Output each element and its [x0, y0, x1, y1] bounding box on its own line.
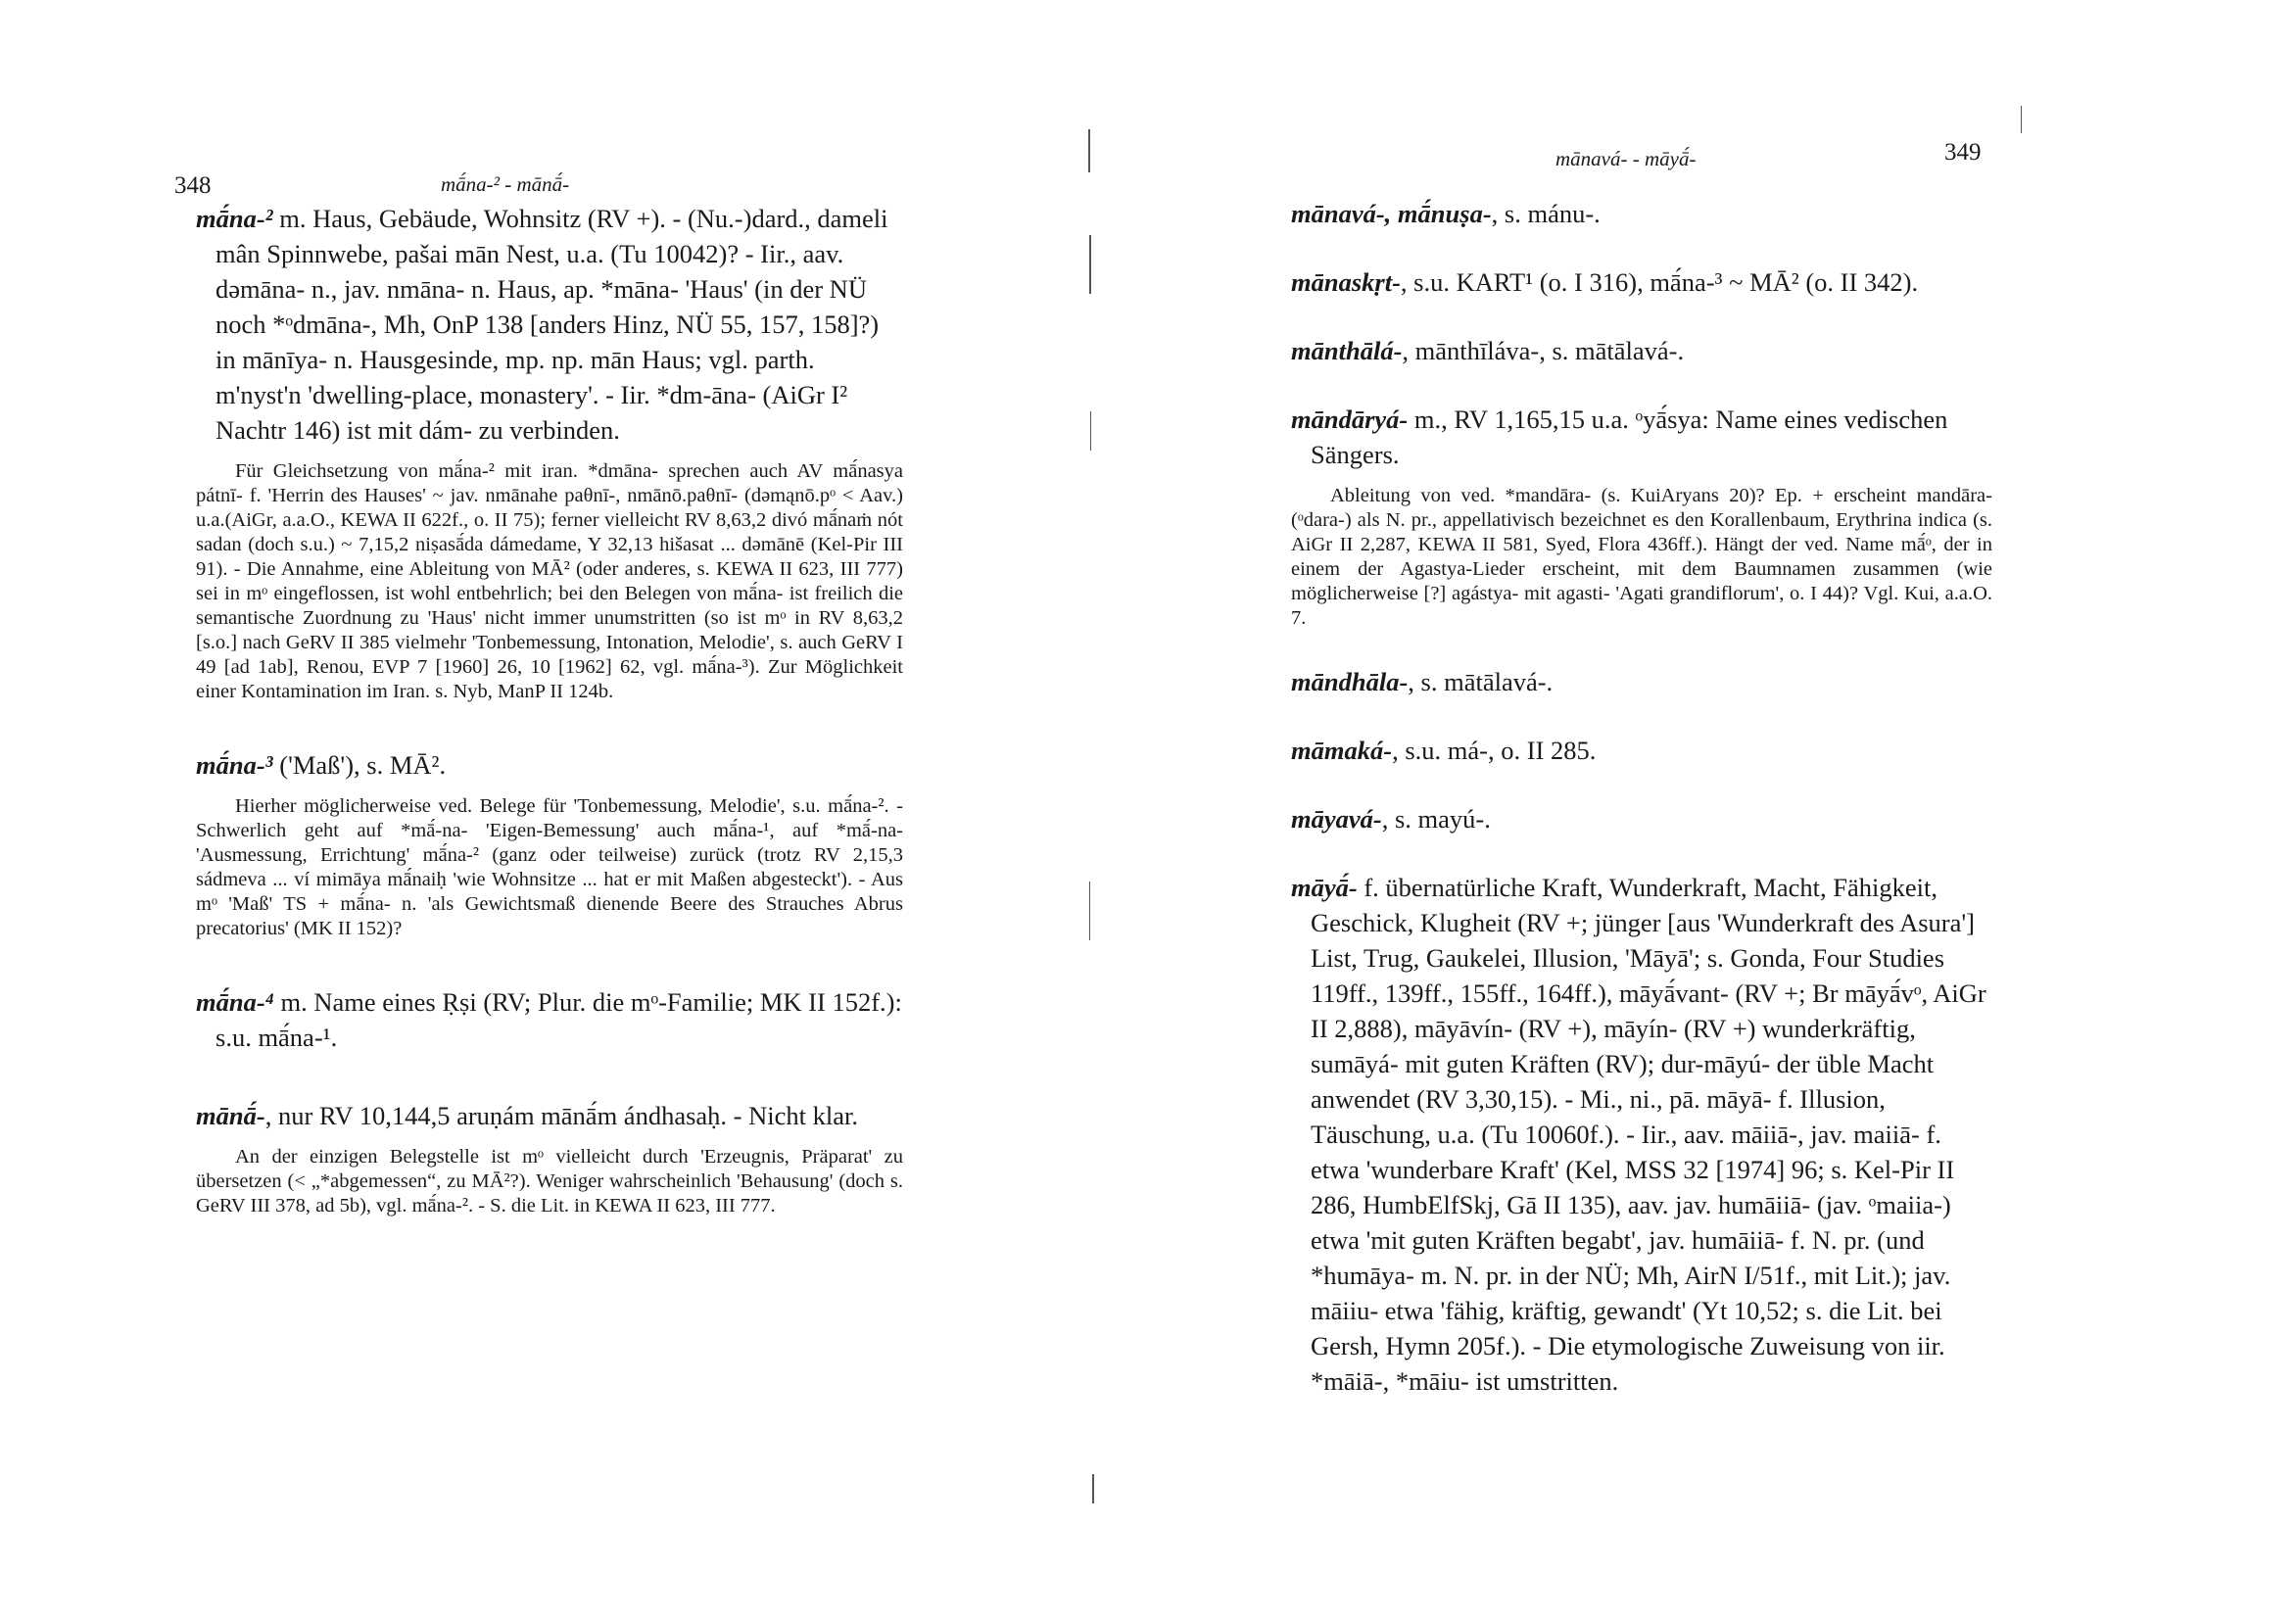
entry-note: Für Gleichsetzung von mā́na-² mit iran. *dmāna- sprechen auch AV mā́nasya pátnī- f. 'Herrin des Hauses' ~ jav. nmānahe paθnī-, nmānō.paθnī- (dəmąnō.pᵒ < Aav.) u.a.(AiGr, a.a.O., KEWA II 622f., o. II 75); ferner vielleicht RV 8,63,2 divó mā́naṁ nót sadan (doch s.u.) ~ 7,15,2 niṣasā́da dámedame, Y 32,13 hišasat ... dəmānē (Kel-Pir III 91). - Die Annahme, eine Ableitung von MĀ² (oder anderes, s. KEWA II 623, III 777) sei in mᵒ eingeflossen, ist wohl entbehrlich; bei den Belegen von mā́na- ist freilich die semantische Zuordnung zu 'Haus' nicht immer unumstritten (so ist mᵒ in RV 8,63,2 [s.o.] nach GeRV II 385 vielmehr 'Tonbemessung, Intonation, Melodie', s. auch GeRV I 49 [ad 1ab], Renou, EVP 7 [1960] 26, 10 [1962] 62, vgl. mā́na-³). Zur Möglichkeit einer Kontamination im Iran. s. Nyb, ManP II 124b.	[196, 460, 903, 702]
entry-main-text	[1291, 402, 1992, 472]
page-number: 348	[174, 172, 212, 199]
entry-note: An der einzigen Belegstelle ist mᵒ vielleicht durch 'Erzeugnis, Präparat' zu übersetzen (< „*abgemessen“, zu MĀ²?). Weniger wahrscheinlich 'Behausung' (doch s. GeRV III 378, ad 5b), vgl. mā́na-². - S. die Lit. in KEWA II 623, III 777.	[196, 1146, 903, 1216]
dictionary-entry	[1291, 264, 1992, 300]
entry-gap	[1291, 231, 1992, 264]
entry-definition: m., RV 1,165,15 u.a. ᵒyā́sya: Name eines vedischen Sängers.	[1311, 405, 1948, 469]
entry-gap	[196, 1055, 903, 1098]
dictionary-entry	[1291, 664, 1992, 699]
entry-definition: , s. mātālavá-.	[1408, 667, 1554, 696]
entry-definition: m. Haus, Gebäude, Wohnsitz (RV +). - (Nu.-)dard., dameli mân Spinnwebe, pašai mān Nest, u.a. (Tu 10042)? - Iir., aav. dəmāna- n., jav. nmāna- n. Haus, ap. *māna- 'Haus' (in der NÜ noch *ᵒdmāna-, Mh, OnP 138 [anders Hinz, NÜ 55, 157, 158]?) in mānīya- n. Hausgesinde, mp. np. mān Haus; vgl. parth. m'nyst'n 'dwelling-place, monastery'. - Iir. *dm-āna- (AiGr I² Nachtr 146) ist mit dám- zu verbinden.	[215, 204, 888, 445]
headword: māndāryá-	[1291, 405, 1409, 434]
headword: māmaká-	[1291, 736, 1393, 765]
entry-main-text	[1291, 196, 1992, 231]
entry-gap	[1291, 368, 1992, 402]
headword: māyavá-	[1291, 804, 1382, 834]
entry-note: Hierher möglicherweise ved. Belege für 'Tonbemessung, Melodie', s.u. mā́na-². - Schwerlich geht auf *mā́-na- 'Eigen-Bemessung' auch mā́na-¹, auf *mā́-na- 'Ausmessung, Errichtung' mā́na-² (ganz oder teilweise) zurück (trotz RV 2,15,3 sádmeva ... ví mimāya mā́naiḥ 'wie Wohnsitze ... hat er mit Maßen abgesteckt'). - Aus mᵒ 'Maß' TS + mā́na- n. 'als Gewichtsmaß dienende Beere des Strauches Abrus precatorius' (MK II 152)?	[196, 795, 903, 939]
entry-main-text	[196, 984, 903, 1055]
entry-main-text	[1291, 870, 1992, 1399]
entry-definition: , s.u. KART¹ (o. I 316), mā́na-³ ~ MĀ² (o. II 342).	[1400, 267, 1919, 297]
headword: mā́na-⁴	[196, 987, 274, 1017]
dictionary-entry	[1291, 196, 1992, 231]
entry-main-text	[1291, 801, 1992, 836]
entry-definition: , mānthīláva-, s. mātālavá-.	[1402, 336, 1685, 365]
entry-definition: , s. mánu-.	[1491, 199, 1601, 228]
headword: māyā́-	[1291, 873, 1358, 902]
entry-definition: , s.u. má-, o. II 285.	[1392, 736, 1597, 765]
entry-gap	[1291, 300, 1992, 333]
dictionary-entry	[1291, 870, 1992, 1399]
entry-gap	[1291, 631, 1992, 664]
headword: mānā́-	[196, 1101, 265, 1130]
entry-gap	[1291, 768, 1992, 801]
entry-note: Ableitung von ved. *mandāra- (s. KuiAryans 20)? Ep. + erscheint mandāra- (ᵒdara-) als N. pr., appellativisch bezeichnet es den Korallenbaum, Erythrina indica (s. AiGr II 2,287, KEWA II 581, Syed, Flora 436ff.). Hängt der ved. Name mā́ᵒ, der in einem der Agastya-Lieder erscheint, mit dem Baumnamen zusammen (wie möglicherweise [?] agástya- mit agasti- 'Agati grandiflorum', o. I 44)? Vgl. Kui, a.a.O. 7.	[1291, 485, 1992, 629]
entry-definition: m. Name eines Ṛṣi (RV; Plur. die mᵒ-Familie; MK II 152f.): s.u. mā́na-¹.	[215, 987, 902, 1052]
headword: mānthālá-	[1291, 336, 1403, 365]
running-head: mānavá- - māyā́-	[1555, 147, 1697, 170]
dictionary-entry	[1291, 333, 1992, 368]
headword: mā́na-³	[196, 750, 273, 780]
headword: māndhāla-	[1291, 667, 1409, 696]
entry-definition: ('Maß'), s. MĀ².	[272, 750, 447, 780]
entry-main-text	[1291, 264, 1992, 300]
entry-definition: , s. mayú-.	[1381, 804, 1491, 834]
right-entries	[1291, 196, 1992, 1399]
dictionary-entry	[1291, 801, 1992, 836]
entry-gap	[1291, 699, 1992, 733]
entry-main-text	[196, 201, 903, 448]
entry-main-text	[1291, 664, 1992, 699]
dictionary-entry	[196, 201, 903, 704]
entry-main-text	[1291, 333, 1992, 368]
headword: mānavá-, mā́nuṣa-	[1291, 199, 1492, 228]
dictionary-entry	[196, 747, 903, 941]
entry-main-text	[196, 747, 903, 783]
entry-definition: , nur RV 10,144,5 aruṇám mānā́m ándhasaḥ. - Nicht klar.	[264, 1101, 858, 1130]
left-entries	[196, 201, 903, 1218]
entry-gap	[196, 704, 903, 747]
dictionary-entry	[196, 1098, 903, 1218]
running-head: mā́na-² - mānā́-	[441, 172, 570, 196]
headword: mā́na-²	[196, 204, 273, 233]
headword: mānaskṛt-	[1291, 267, 1401, 297]
dictionary-entry	[196, 984, 903, 1055]
entry-gap	[196, 941, 903, 984]
dictionary-entry	[1291, 733, 1992, 768]
page-number: 349	[1944, 139, 1982, 166]
entry-gap	[1291, 836, 1992, 870]
entry-main-text	[1291, 733, 1992, 768]
entry-definition: f. übernatürliche Kraft, Wunderkraft, Macht, Fähigkeit, Geschick, Klugheit (RV +; jünger [aus 'Wunderkraft des Asura'] List, Trug, Gaukelei, Illusion, 'Māyā'; s. Gonda, Four Studies 119ff., 139ff., 155ff., 164ff.), māyā́vant- (RV +; Br māyā́vᵒ, AiGr II 2,888), māyāvín- (RV +), māyín- (RV +) wunderkräftig, sumāyá- mit guten Kräften (RV); dur-māyú- der üble Macht anwendet (RV 3,30,15). - Mi., ni., pā. māyā- f. Illusion, Täuschung, u.a. (Tu 10060f.). - Iir., aav. māiiā-, jav. maiiā- f. etwa 'wunderbare Kraft' (Kel, MSS 32 [1974] 96; s. Kel-Pir II 286, HumbElfSkj, Gā II 135), aav. jav. humāiiā- (jav. ᵒmaiia-) etwa 'mit guten Kräften begabt', jav. humāiiā- f. N. pr. (und *humāya- m. N. pr. in der NÜ; Mh, AirN I/51f., mit Lit.); jav. māiiu- etwa 'fähig, kräftig, gewandt' (Yt 10,52; s. die Lit. bei Gersh, Hymn 205f.). - Die etymologische Zuweisung von iir. *māiā-, *māiu- ist umstritten.	[1311, 873, 1986, 1396]
dictionary-entry	[1291, 402, 1992, 631]
entry-main-text	[196, 1098, 903, 1133]
